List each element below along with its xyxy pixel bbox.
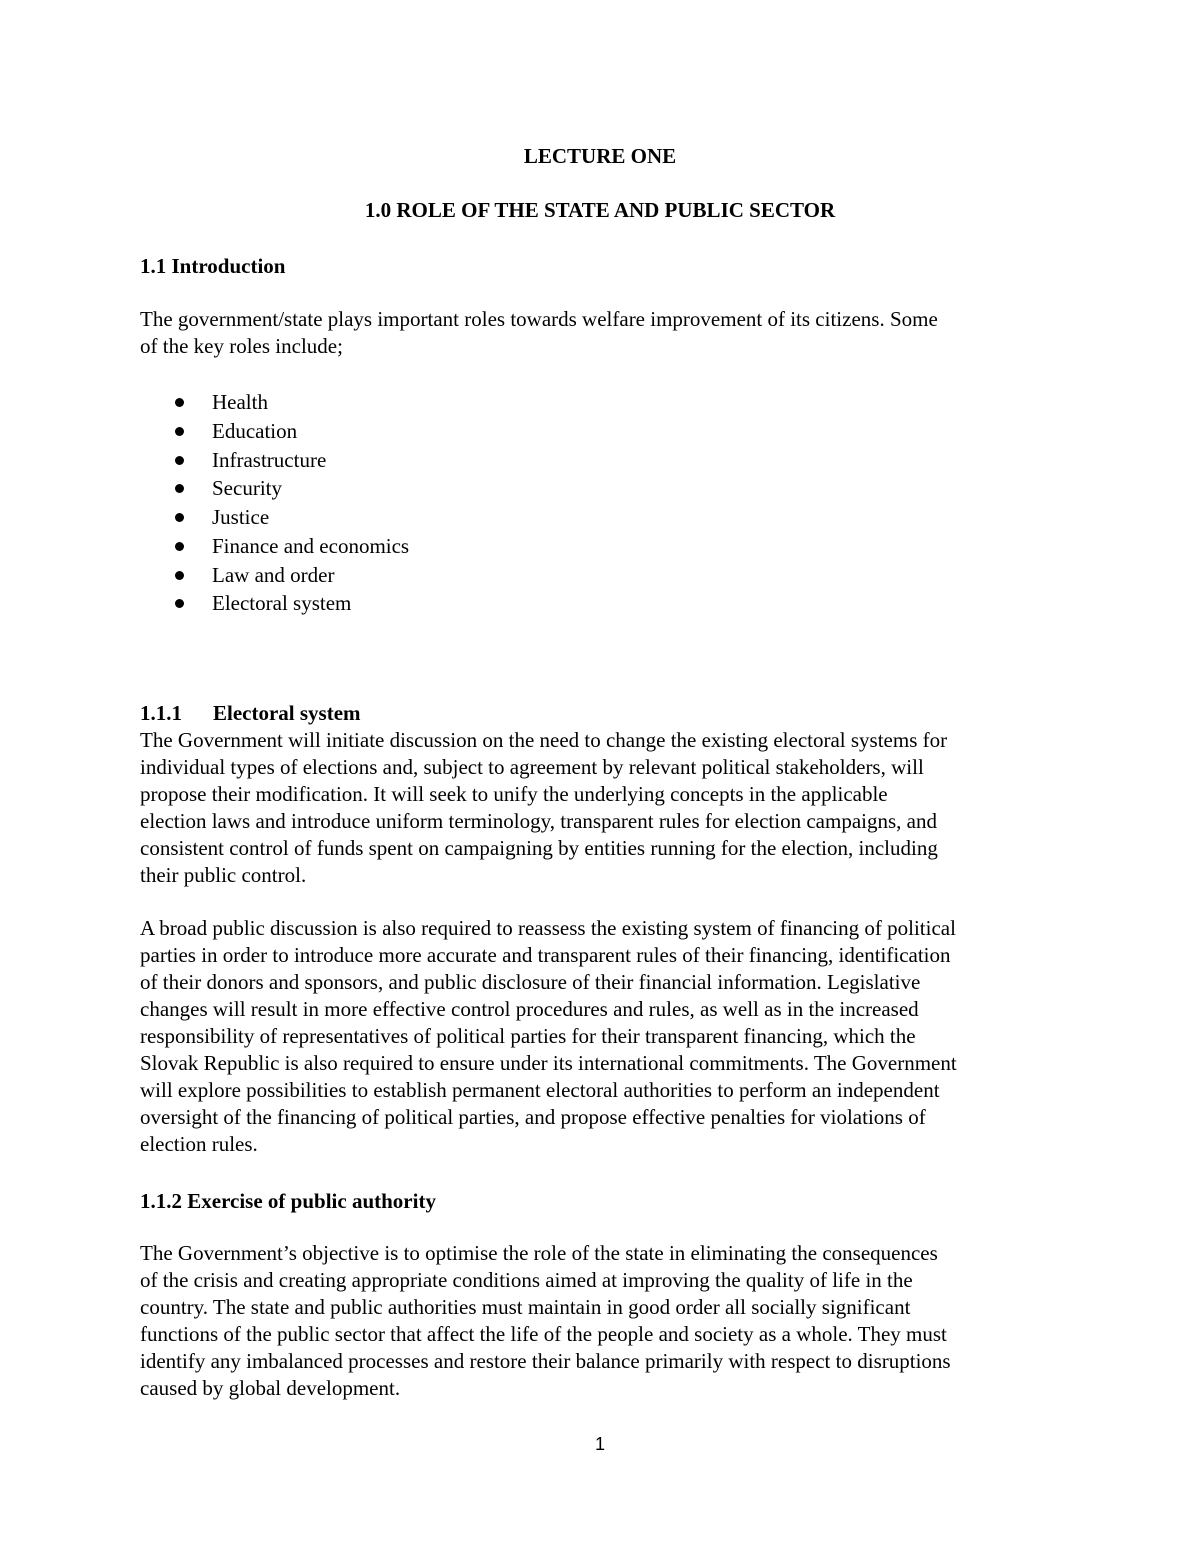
list-item	[140, 503, 409, 532]
bullet-icon	[175, 456, 184, 465]
paragraph-line: election laws and introduce uniform terminology, transparent rules for election campaigns, and	[140, 809, 937, 833]
list-item-label: Law and order	[212, 562, 335, 587]
bullet-icon	[175, 542, 184, 551]
roles-list	[140, 388, 409, 618]
list-item	[140, 532, 409, 561]
paragraph-line: of their donors and sponsors, and public disclosure of their financial information. Legislative	[140, 970, 921, 994]
list-item-label: Electoral system	[212, 591, 352, 616]
paragraph-line: their public control.	[140, 863, 307, 887]
list-item	[140, 589, 409, 618]
public-authority-paragraph	[140, 1240, 1070, 1402]
list-item	[140, 446, 409, 475]
list-item	[140, 388, 409, 417]
paragraph-line: caused by global development.	[140, 1376, 401, 1400]
paragraph-line: A broad public discussion is also required to reassess the existing system of financing of political	[140, 916, 956, 940]
electoral-paragraph-2	[140, 915, 1070, 1158]
electoral-paragraph-1	[140, 727, 1070, 889]
list-item-label: Health	[212, 390, 268, 414]
list-item-label: Security	[212, 476, 282, 501]
paragraph-line: The Government’s objective is to optimise the role of the state in eliminating the consequences	[140, 1241, 938, 1265]
bullet-icon	[175, 484, 184, 493]
bullet-icon	[175, 599, 184, 608]
paragraph-line: will explore possibilities to establish permanent electoral authorities to perform an independent	[140, 1078, 940, 1102]
list-item-label: Finance and economics	[212, 533, 410, 558]
bullet-icon	[175, 398, 184, 407]
page-number: 1	[594, 1434, 605, 1454]
list-item	[140, 561, 409, 590]
paragraph-line: oversight of the financing of political parties, and propose effective penalties for violations of	[140, 1105, 926, 1129]
lecture-title: LECTURE ONE	[523, 144, 677, 168]
paragraph-line: individual types of elections and, subject to agreement by relevant political stakeholders, will	[140, 755, 924, 779]
paragraph-line: The government/state plays important roles towards welfare improvement of its citizens. Some	[140, 307, 938, 331]
electoral-system-heading	[140, 699, 361, 727]
introduction-paragraph	[140, 306, 1070, 360]
paragraph-line: parties in order to introduce more accurate and transparent rules of their financing, identification	[140, 943, 951, 967]
paragraph-line: The Government will initiate discussion on the need to change the existing electoral systems for	[140, 728, 948, 752]
bullet-icon	[175, 427, 184, 436]
list-item	[140, 474, 409, 503]
paragraph-line: election rules.	[140, 1132, 258, 1156]
bullet-icon	[175, 571, 184, 580]
paragraph-line: changes will result in more effective control procedures and rules, as well as in the increased	[140, 997, 919, 1021]
list-item	[140, 417, 409, 446]
paragraph-line: responsibility of representatives of political parties for their transparent financing, which the	[140, 1024, 916, 1048]
paragraph-line: Slovak Republic is also required to ensure under its international commitments. The Government	[140, 1051, 957, 1075]
list-item-label: Education	[212, 418, 298, 443]
paragraph-line: country. The state and public authorities must maintain in good order all socially significant	[140, 1295, 911, 1319]
paragraph-line: functions of the public sector that affect the life of the people and society as a whole. They must	[140, 1322, 947, 1346]
paragraph-line: identify any imbalanced processes and restore their balance primarily with respect to disruptions	[140, 1349, 951, 1373]
section-number: 1.1.1	[140, 701, 182, 725]
chapter-title: 1.0 ROLE OF THE STATE AND PUBLIC SECTOR	[364, 198, 836, 222]
bullet-icon	[175, 513, 184, 522]
list-item-label: Justice	[212, 505, 270, 529]
paragraph-line: propose their modification. It will seek to unify the underlying concepts in the applicable	[140, 782, 888, 806]
section-title: Electoral system	[213, 701, 361, 725]
paragraph-line: consistent control of funds spent on campaigning by entities running for the election, including	[140, 836, 938, 860]
paragraph-line: of the key roles include;	[140, 334, 343, 358]
paragraph-line: of the crisis and creating appropriate conditions aimed at improving the quality of life in the	[140, 1268, 913, 1292]
list-item-label: Infrastructure	[212, 447, 327, 472]
public-authority-heading: 1.1.2 Exercise of public authority	[140, 1189, 436, 1213]
introduction-heading: 1.1 Introduction	[140, 254, 286, 278]
